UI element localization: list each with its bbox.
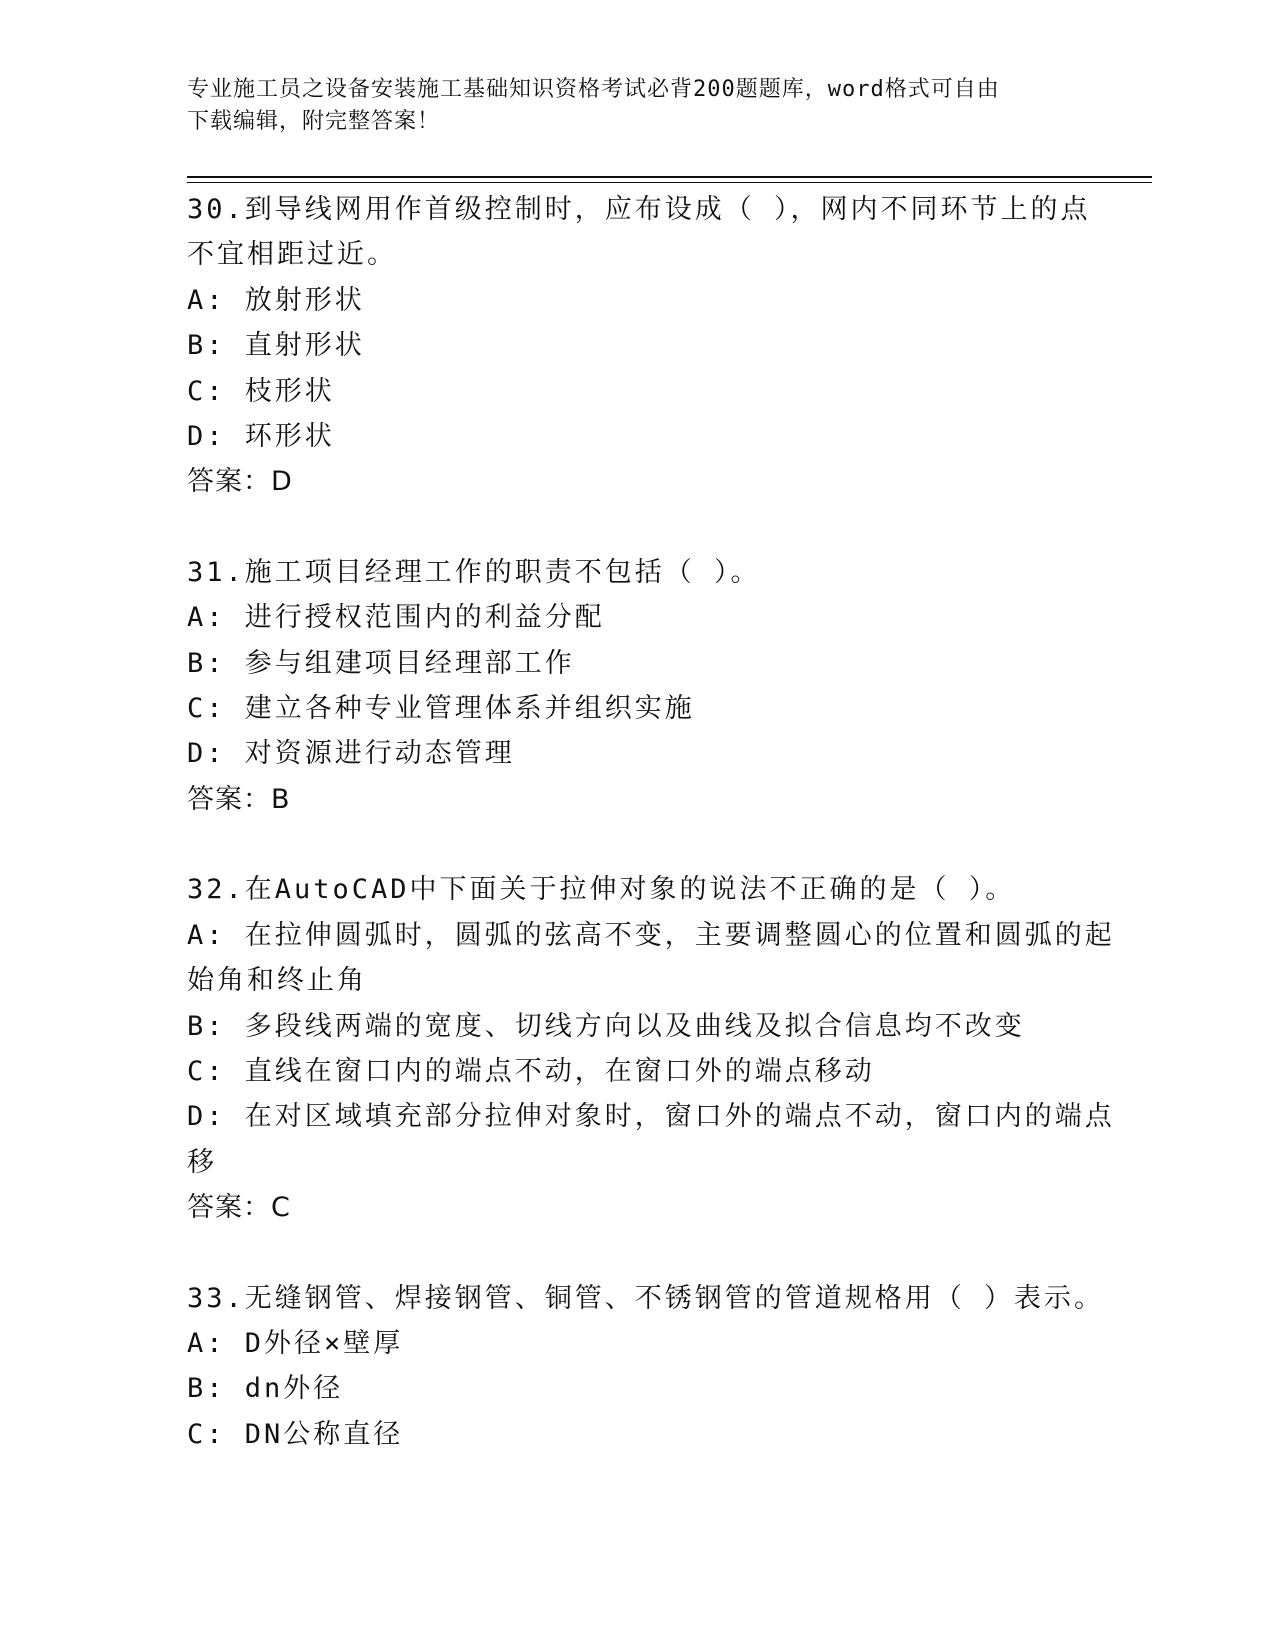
question-stem: 30.到导线网用作首级控制时，应布设成（ ），网内不同环节上的点: [187, 194, 1091, 225]
option-d-continued: 移: [187, 1146, 217, 1178]
header-line-2: 下载编辑，附完整答案！: [187, 109, 441, 134]
option-c: C: 枝形状: [187, 375, 335, 407]
question-list: [187, 187, 1115, 1457]
option-b: B: 参与组建项目经理部工作: [187, 647, 575, 679]
question-33: [187, 1276, 1105, 1458]
answer: 答案：C: [187, 1192, 291, 1224]
option-a: A: 放射形状: [187, 284, 365, 316]
option-a-continued: 始角和终止角: [187, 965, 367, 997]
option-a: A: 进行授权范围内的利益分配: [187, 602, 605, 634]
header-divider-thick: [187, 176, 1152, 178]
option-d: D: 在对区域填充部分拉伸对象时，窗口外的端点不动，窗口内的端点: [187, 1101, 1115, 1133]
answer: 答案：B: [187, 783, 291, 815]
option-a: A: D外径×壁厚: [187, 1327, 404, 1359]
option-d: D: 对资源进行动态管理: [187, 738, 515, 770]
question-31: [187, 550, 1077, 822]
option-a: A: 在拉伸圆弧时，圆弧的弦高不变，主要调整圆心的位置和圆弧的起: [187, 919, 1115, 951]
spacer: [187, 822, 1077, 867]
question-stem-continued: 不宜相距过近。: [187, 239, 397, 271]
question-stem: 32.在AutoCAD中下面关于拉伸对象的说法不正确的是（ ）。: [187, 874, 1016, 906]
spacer: [187, 1231, 1077, 1276]
answer: 答案：D: [187, 466, 293, 498]
option-c: C: 建立各种专业管理体系并组织实施: [187, 693, 695, 725]
question-32: [187, 867, 1115, 1230]
question-stem: 31.施工项目经理工作的职责不包括（ ）。: [187, 556, 761, 588]
option-c: C: DN公称直径: [187, 1418, 404, 1450]
question-stem: 33.无缝钢管、焊接钢管、铜管、不锈钢管的管道规格用（ ）表示。: [187, 1282, 1105, 1314]
header-line-1: 专业施工员之设备安装施工基础知识资格考试必背200题题库，word格式可自由: [187, 77, 1000, 102]
option-b: B: dn外径: [187, 1373, 344, 1405]
option-b: B: 直射形状: [187, 330, 365, 362]
option-b: B: 多段线两端的宽度、切线方向以及曲线及拟合信息均不改变: [187, 1010, 1025, 1042]
header-divider-thin: [187, 182, 1152, 183]
question-30: [187, 187, 1091, 505]
document-header: [187, 74, 1087, 138]
option-d: D: 环形状: [187, 421, 335, 453]
spacer: [187, 505, 1077, 550]
option-c: C: 直线在窗口内的端点不动，在窗口外的端点移动: [187, 1055, 875, 1087]
